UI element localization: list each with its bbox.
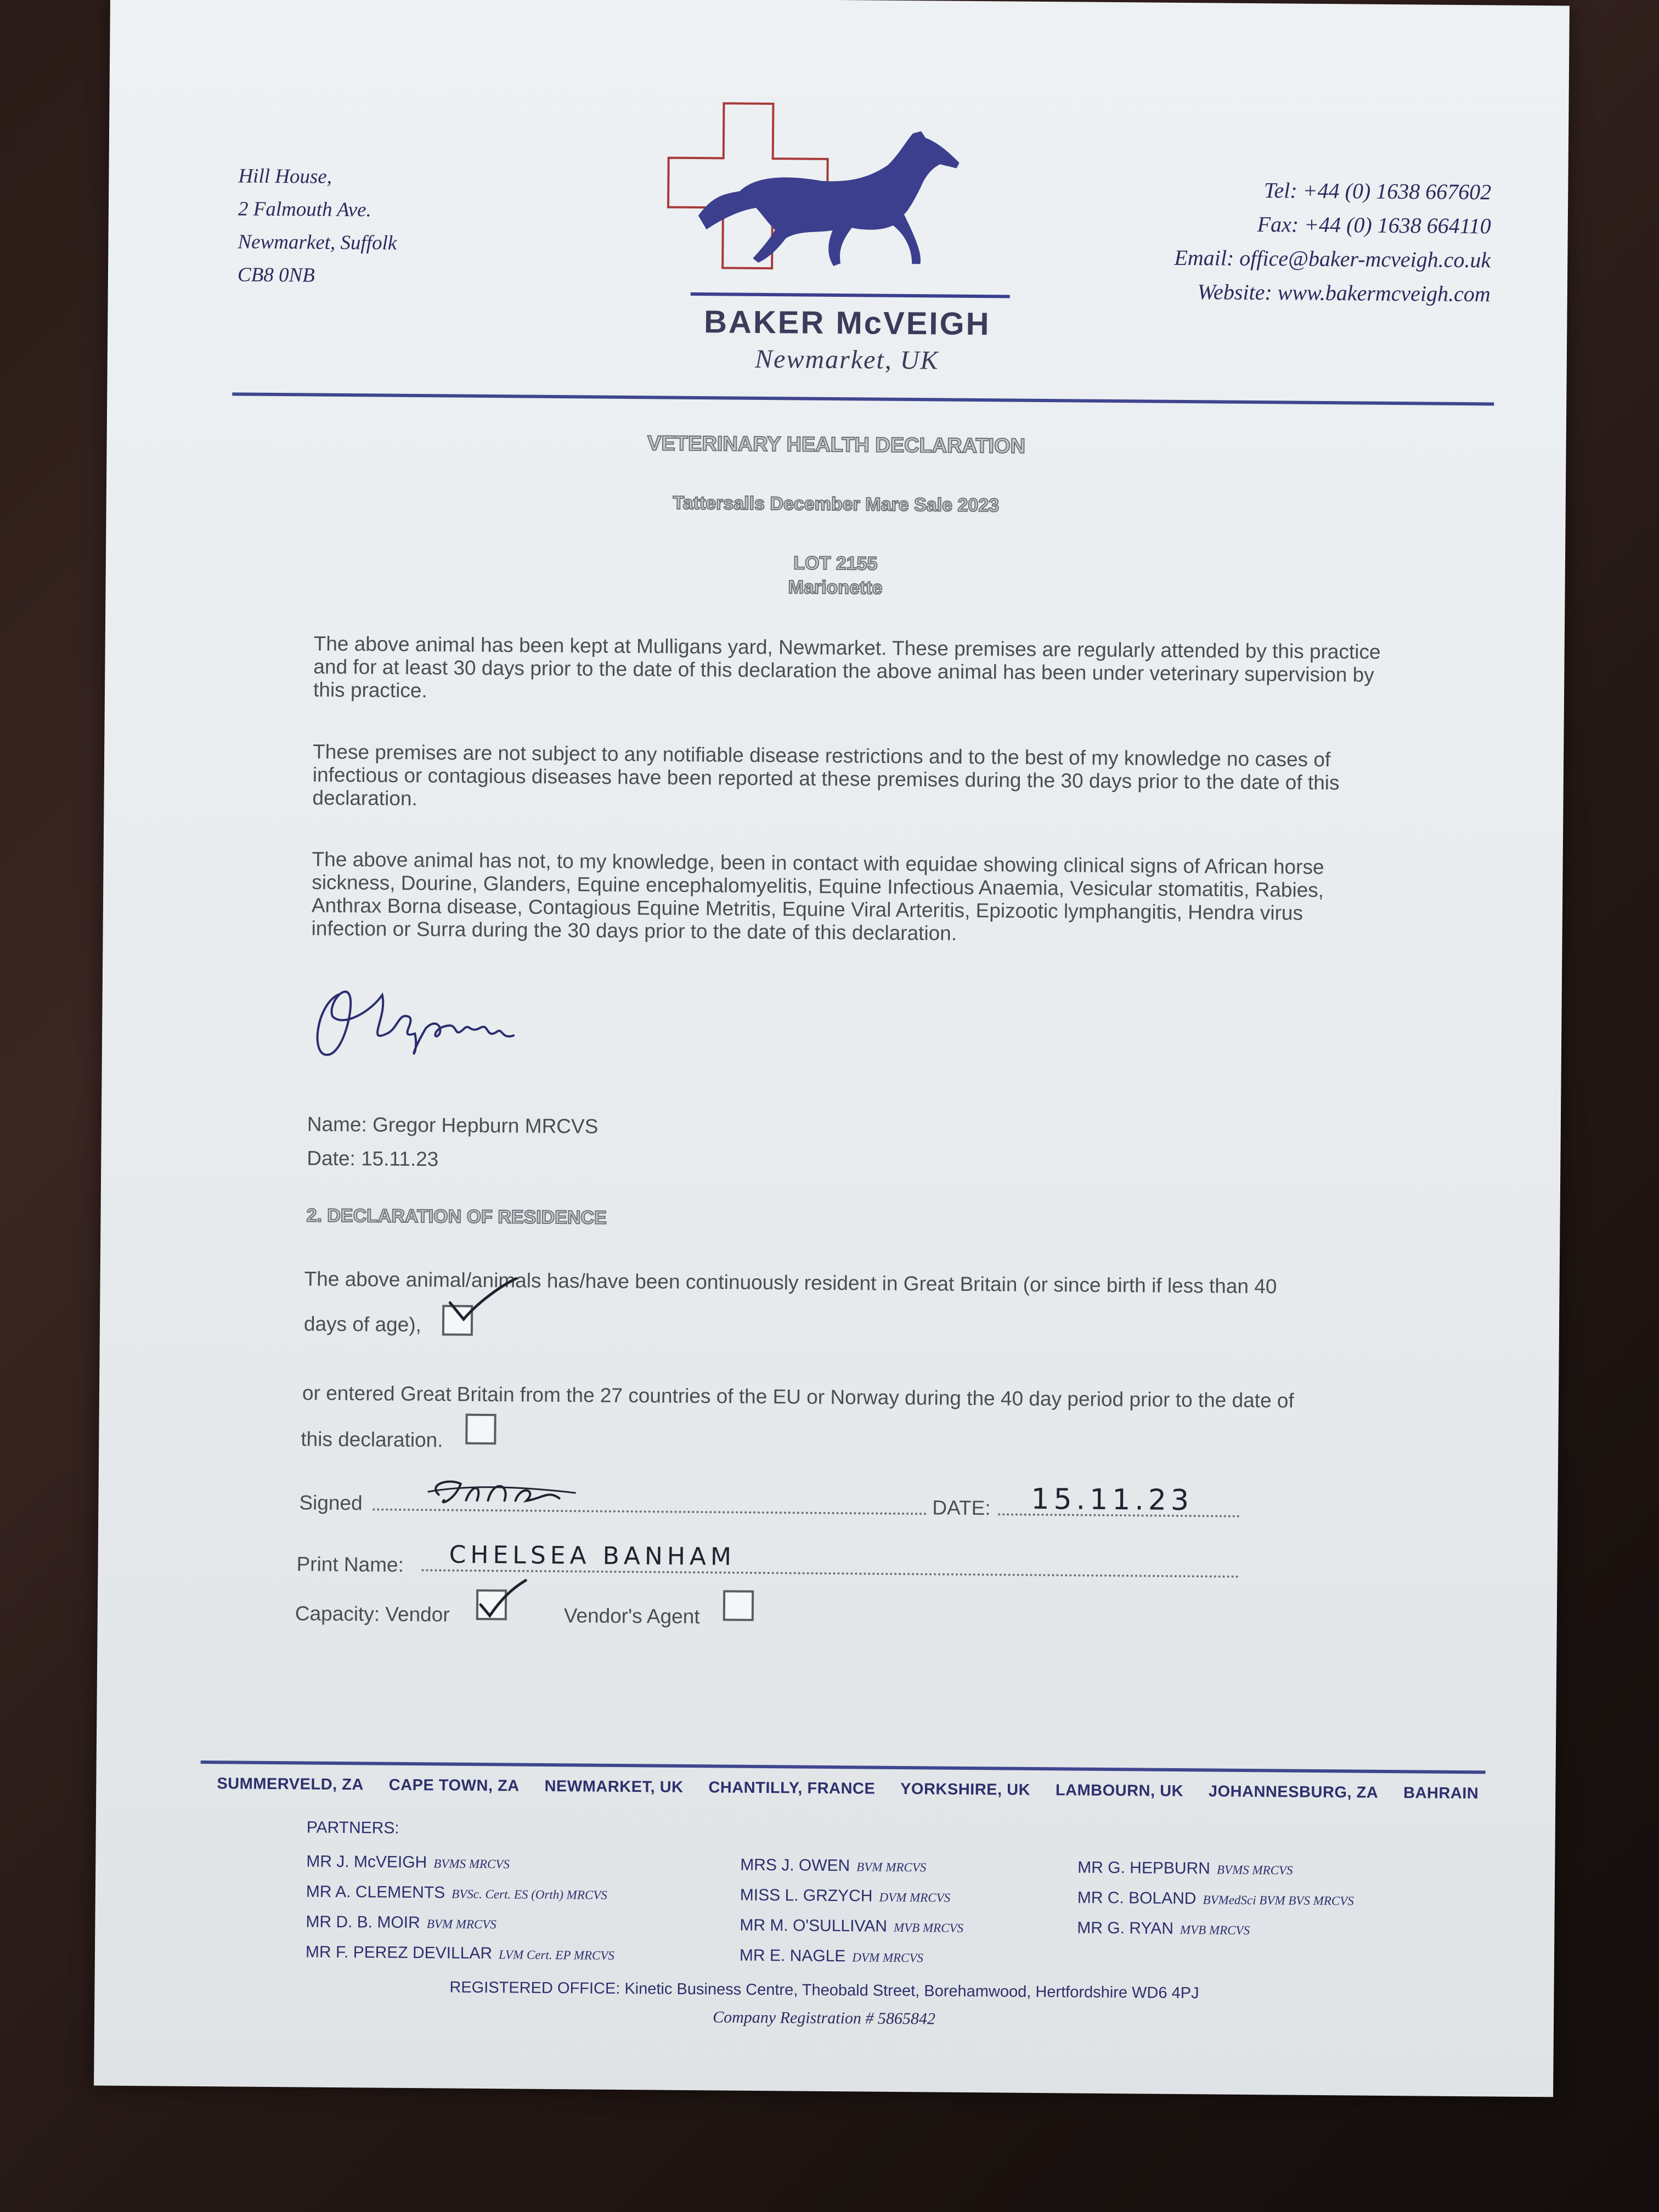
document-title: VETERINARY HEALTH DECLARATION bbox=[647, 432, 1026, 458]
vet-name: Name: Gregor Hepburn MRCVS bbox=[307, 1113, 599, 1138]
partner-entry: MR C. BOLAND BVMedSci BVM BVS MRCVS bbox=[1077, 1888, 1354, 1908]
eu-checkbox[interactable] bbox=[465, 1414, 496, 1444]
print-name-label: Print Name: bbox=[296, 1553, 404, 1576]
partner-entry: MR F. PEREZ DEVILLAR LVM Cert. EP MRCVS bbox=[305, 1943, 614, 1963]
partners-label: PARTNERS: bbox=[306, 1818, 399, 1837]
vendor-check-mark bbox=[476, 1577, 532, 1622]
vet-signature bbox=[305, 972, 536, 1073]
contact-email: Email: office@baker-mcveigh.co.uk bbox=[1174, 245, 1491, 273]
partner-entry: MR D. B. MOIR BVM MRCVS bbox=[306, 1912, 496, 1932]
residence-line-2: days of age), bbox=[303, 1312, 422, 1336]
date-label: DATE: bbox=[932, 1496, 991, 1520]
eu-line-2: this declaration. bbox=[301, 1427, 443, 1452]
date-value[interactable]: 15.11.23 bbox=[1031, 1482, 1194, 1517]
partner-entry: MR A. CLEMENTS BVSc. Cert. ES (Orth) MRCVS bbox=[306, 1882, 607, 1902]
vendor-signature bbox=[416, 1467, 582, 1517]
declaration-paragraph-2: These premises are not subject to any notifiable disease restrictions and to the best of my knowledge no cases of infectious or contagious diseases have been reported at these premises during the 30 days prior to the date of this declaration. bbox=[312, 740, 1340, 810]
horse-cross-logo bbox=[662, 98, 971, 308]
lot-number: LOT 2155 bbox=[793, 552, 878, 574]
location: NEWMARKET, UK bbox=[544, 1777, 684, 1796]
location: LAMBOURN, UK bbox=[1055, 1781, 1184, 1801]
company-address bbox=[238, 160, 398, 292]
address-line: CB8 0NB bbox=[237, 263, 315, 287]
location: JOHANNESBURG, ZA bbox=[1208, 1782, 1379, 1802]
header-divider bbox=[232, 392, 1494, 405]
horse-name: Marionette bbox=[788, 577, 883, 599]
residence-line-1: The above animal/animals has/have been continuously resident in Great Britain (or since birth if less than 40 bbox=[304, 1267, 1277, 1298]
location: CHANTILLY, FRANCE bbox=[708, 1779, 876, 1798]
address-line: Hill House, bbox=[238, 165, 332, 188]
location: CAPE TOWN, ZA bbox=[388, 1776, 520, 1795]
partners-column-3 bbox=[1077, 1853, 1354, 1946]
contact-tel: Tel: +44 (0) 1638 667602 bbox=[1263, 178, 1492, 205]
declaration-paragraph-1: The above animal has been kept at Mulligans yard, Newmarket. These premises are regularly attended by this practice and for at least 30 days prior to the date of this declaration the above animal has been under veterinary supervision by this practice. bbox=[313, 632, 1381, 702]
contact-fax: Fax: +44 (0) 1638 664110 bbox=[1257, 212, 1491, 239]
contact-website: Website: www.bakermcveigh.com bbox=[1197, 279, 1491, 307]
footer-divider bbox=[201, 1760, 1486, 1774]
partners-column-2 bbox=[740, 1850, 964, 1973]
company-registration: Company Registration # 5865842 bbox=[713, 2008, 936, 2028]
registered-office: REGISTERED OFFICE: Kinetic Business Centre, Theobald Street, Borehamwood, Hertfordshire WD6 4PJ bbox=[449, 1978, 1199, 2002]
capacity-vendor-label: Capacity: Vendor bbox=[295, 1602, 450, 1626]
residence-check-mark bbox=[439, 1275, 522, 1336]
location: SUMMERVELD, ZA bbox=[217, 1775, 364, 1794]
print-name-line[interactable] bbox=[421, 1569, 1239, 1578]
print-name-value[interactable]: CHELSEA BANHAM bbox=[449, 1541, 736, 1571]
vendor-agent-label: Vendor's Agent bbox=[563, 1604, 700, 1628]
partner-entry: MRS J. OWEN BVM MRCVS bbox=[740, 1855, 927, 1875]
partner-entry: MR G. HEPBURN BVMS MRCVS bbox=[1077, 1858, 1293, 1878]
partner-entry: MR G. RYAN MVB MRCVS bbox=[1077, 1918, 1250, 1938]
partner-entry: MISS L. GRZYCH DVM MRCVS bbox=[740, 1886, 951, 1905]
sale-title: Tattersalls December Mare Sale 2023 bbox=[673, 492, 1000, 516]
brand-name: BAKER McVEIGH bbox=[703, 304, 991, 342]
declaration-paragraph-3: The above animal has not, to my knowledge, been in contact with equidae showing clinical signs of African horse sickness, Dourine, Glanders, Equine encephalomyelitis, Equine Infectious Anaemia, Vesicular stomatitis, Rabies, Anthrax Borna disease, Contagious Equine Metritis, Equine Viral Arteritis, Epizootic lymphangitis, Hendra virus infection or Surra during the 30 days prior to the date of this declaration. bbox=[311, 848, 1324, 945]
office-locations bbox=[217, 1775, 1479, 1803]
company-contact bbox=[1174, 173, 1492, 312]
vendor-agent-checkbox[interactable] bbox=[723, 1590, 754, 1621]
eu-line-1: or entered Great Britain from the 27 countries of the EU or Norway during the 40 day period prior to the date of bbox=[302, 1381, 1294, 1412]
location: YORKSHIRE, UK bbox=[900, 1780, 1031, 1799]
brand-location: Newmarket, UK bbox=[754, 344, 939, 375]
section2-title: 2. DECLARATION OF RESIDENCE bbox=[306, 1205, 607, 1228]
address-line: Newmarket, Suffolk bbox=[238, 230, 397, 255]
partner-entry: MR E. NAGLE DVM MRCVS bbox=[739, 1946, 924, 1966]
signed-label: Signed bbox=[299, 1491, 363, 1515]
vet-date: Date: 15.11.23 bbox=[307, 1147, 439, 1171]
partner-entry: MR M. O'SULLIVAN MVB MRCVS bbox=[740, 1916, 964, 1936]
document-page bbox=[94, 0, 1570, 2097]
address-line: 2 Falmouth Ave. bbox=[238, 198, 371, 222]
location: BAHRAIN bbox=[1403, 1784, 1479, 1803]
partner-entry: MR J. McVEIGH BVMS MRCVS bbox=[306, 1852, 510, 1872]
partners-column-1 bbox=[306, 1847, 616, 1970]
